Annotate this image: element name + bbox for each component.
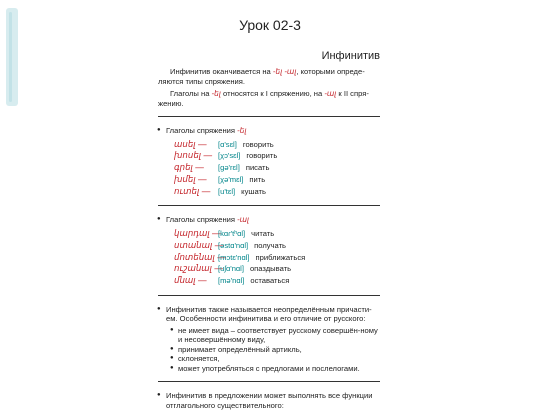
transcription: [əstɑ'nɑl] bbox=[218, 240, 249, 250]
armenian-word: մոտենալ — bbox=[174, 251, 226, 262]
section-title: Инфинитив bbox=[321, 50, 380, 62]
notes-sub-list bbox=[170, 326, 380, 374]
word-row bbox=[174, 275, 380, 287]
word-row bbox=[174, 186, 380, 198]
infinitive-notes: ● Инфинитив также называется неопределённым причасти-ем. Особенности инфинитива и его отличие от русского: bbox=[158, 305, 380, 324]
list-item: ● может употребляться с предлогами и послелогами. bbox=[170, 364, 380, 374]
word-row bbox=[174, 162, 380, 174]
word-row bbox=[174, 240, 380, 252]
divider bbox=[158, 381, 380, 382]
translation: писать bbox=[245, 163, 270, 173]
word-row bbox=[174, 228, 380, 240]
armenian-word: գրել — bbox=[174, 162, 204, 173]
list-item: ● принимает определённый артикль, bbox=[170, 345, 380, 355]
transcription: [uʃɑ'nɑl] bbox=[218, 264, 244, 274]
list-item: ● склоняется, bbox=[170, 354, 380, 364]
translation: опаздывать bbox=[249, 264, 292, 274]
armenian-word: ուտել — bbox=[174, 185, 211, 196]
translation: говорить bbox=[242, 139, 274, 149]
word-row bbox=[174, 150, 380, 162]
word-row bbox=[174, 252, 380, 264]
word-row bbox=[174, 139, 380, 151]
group-al-heading: ● Глаголы спряжения -ալ bbox=[158, 215, 380, 225]
translation: получать bbox=[254, 240, 286, 250]
transcription: [u'tɛl] bbox=[218, 186, 236, 196]
armenian-word: խմել — bbox=[174, 173, 207, 184]
group-el-heading: ● Глаголы спряжения -ել bbox=[158, 126, 380, 136]
divider bbox=[158, 295, 380, 296]
page-title: Урок 02-3 bbox=[239, 17, 301, 33]
intro-paragraph-1: Инфинитив оканчивается на -ել -ալ, которыми опреде-ляются типы спряжения. bbox=[158, 67, 365, 86]
list-item: ● не имеет вида – соответствует русскому совершён-ному и несовершённому виду, bbox=[170, 326, 380, 345]
transcription: [ɑ'sɛl] bbox=[218, 139, 237, 149]
word-row bbox=[174, 263, 380, 275]
transcription: [gə'rɛl] bbox=[218, 163, 240, 173]
translation: оставаться bbox=[250, 276, 290, 286]
ending-el: -ել bbox=[272, 67, 283, 76]
translation: приближаться bbox=[255, 252, 306, 262]
divider bbox=[158, 205, 380, 206]
transcription: [mə'nɑl] bbox=[218, 276, 245, 286]
divider bbox=[158, 116, 380, 117]
transcription: [χə'mɛl] bbox=[218, 174, 244, 184]
intro-paragraph-2: Глаголы на -ել относятся к I спряжению, на -ալ к II спря-жению. bbox=[158, 89, 369, 108]
ending-el: -ել bbox=[211, 89, 221, 98]
armenian-word: խոսել — bbox=[174, 150, 213, 161]
translation: кушать bbox=[241, 186, 266, 196]
translation: пить bbox=[249, 174, 266, 184]
lesson-content bbox=[158, 50, 380, 410]
infinitive-function-note: ● Инфинитив в предложении может выполнять все функции отглагольного существительного: bbox=[158, 391, 380, 410]
transcription: [mɔtɛ'nɑl] bbox=[218, 252, 250, 262]
group-al-word-list bbox=[174, 228, 380, 287]
armenian-word: ուշանալ — bbox=[174, 263, 223, 274]
armenian-word: կարդալ — bbox=[174, 227, 221, 238]
armenian-word: ասել — bbox=[174, 138, 207, 149]
transcription: [kɑɾ'tʰɑl] bbox=[218, 228, 246, 238]
ending-al: -ալ bbox=[284, 67, 297, 76]
armenian-word: ստանալ — bbox=[174, 239, 224, 250]
armenian-word: մնալ — bbox=[174, 275, 207, 286]
word-row bbox=[174, 174, 380, 186]
transcription: [χɔ'sɛl] bbox=[218, 151, 241, 161]
group-el-word-list bbox=[174, 139, 380, 198]
ending-al: -ալ bbox=[324, 89, 337, 98]
translation: читать bbox=[251, 228, 275, 238]
translation: говорить bbox=[246, 151, 278, 161]
